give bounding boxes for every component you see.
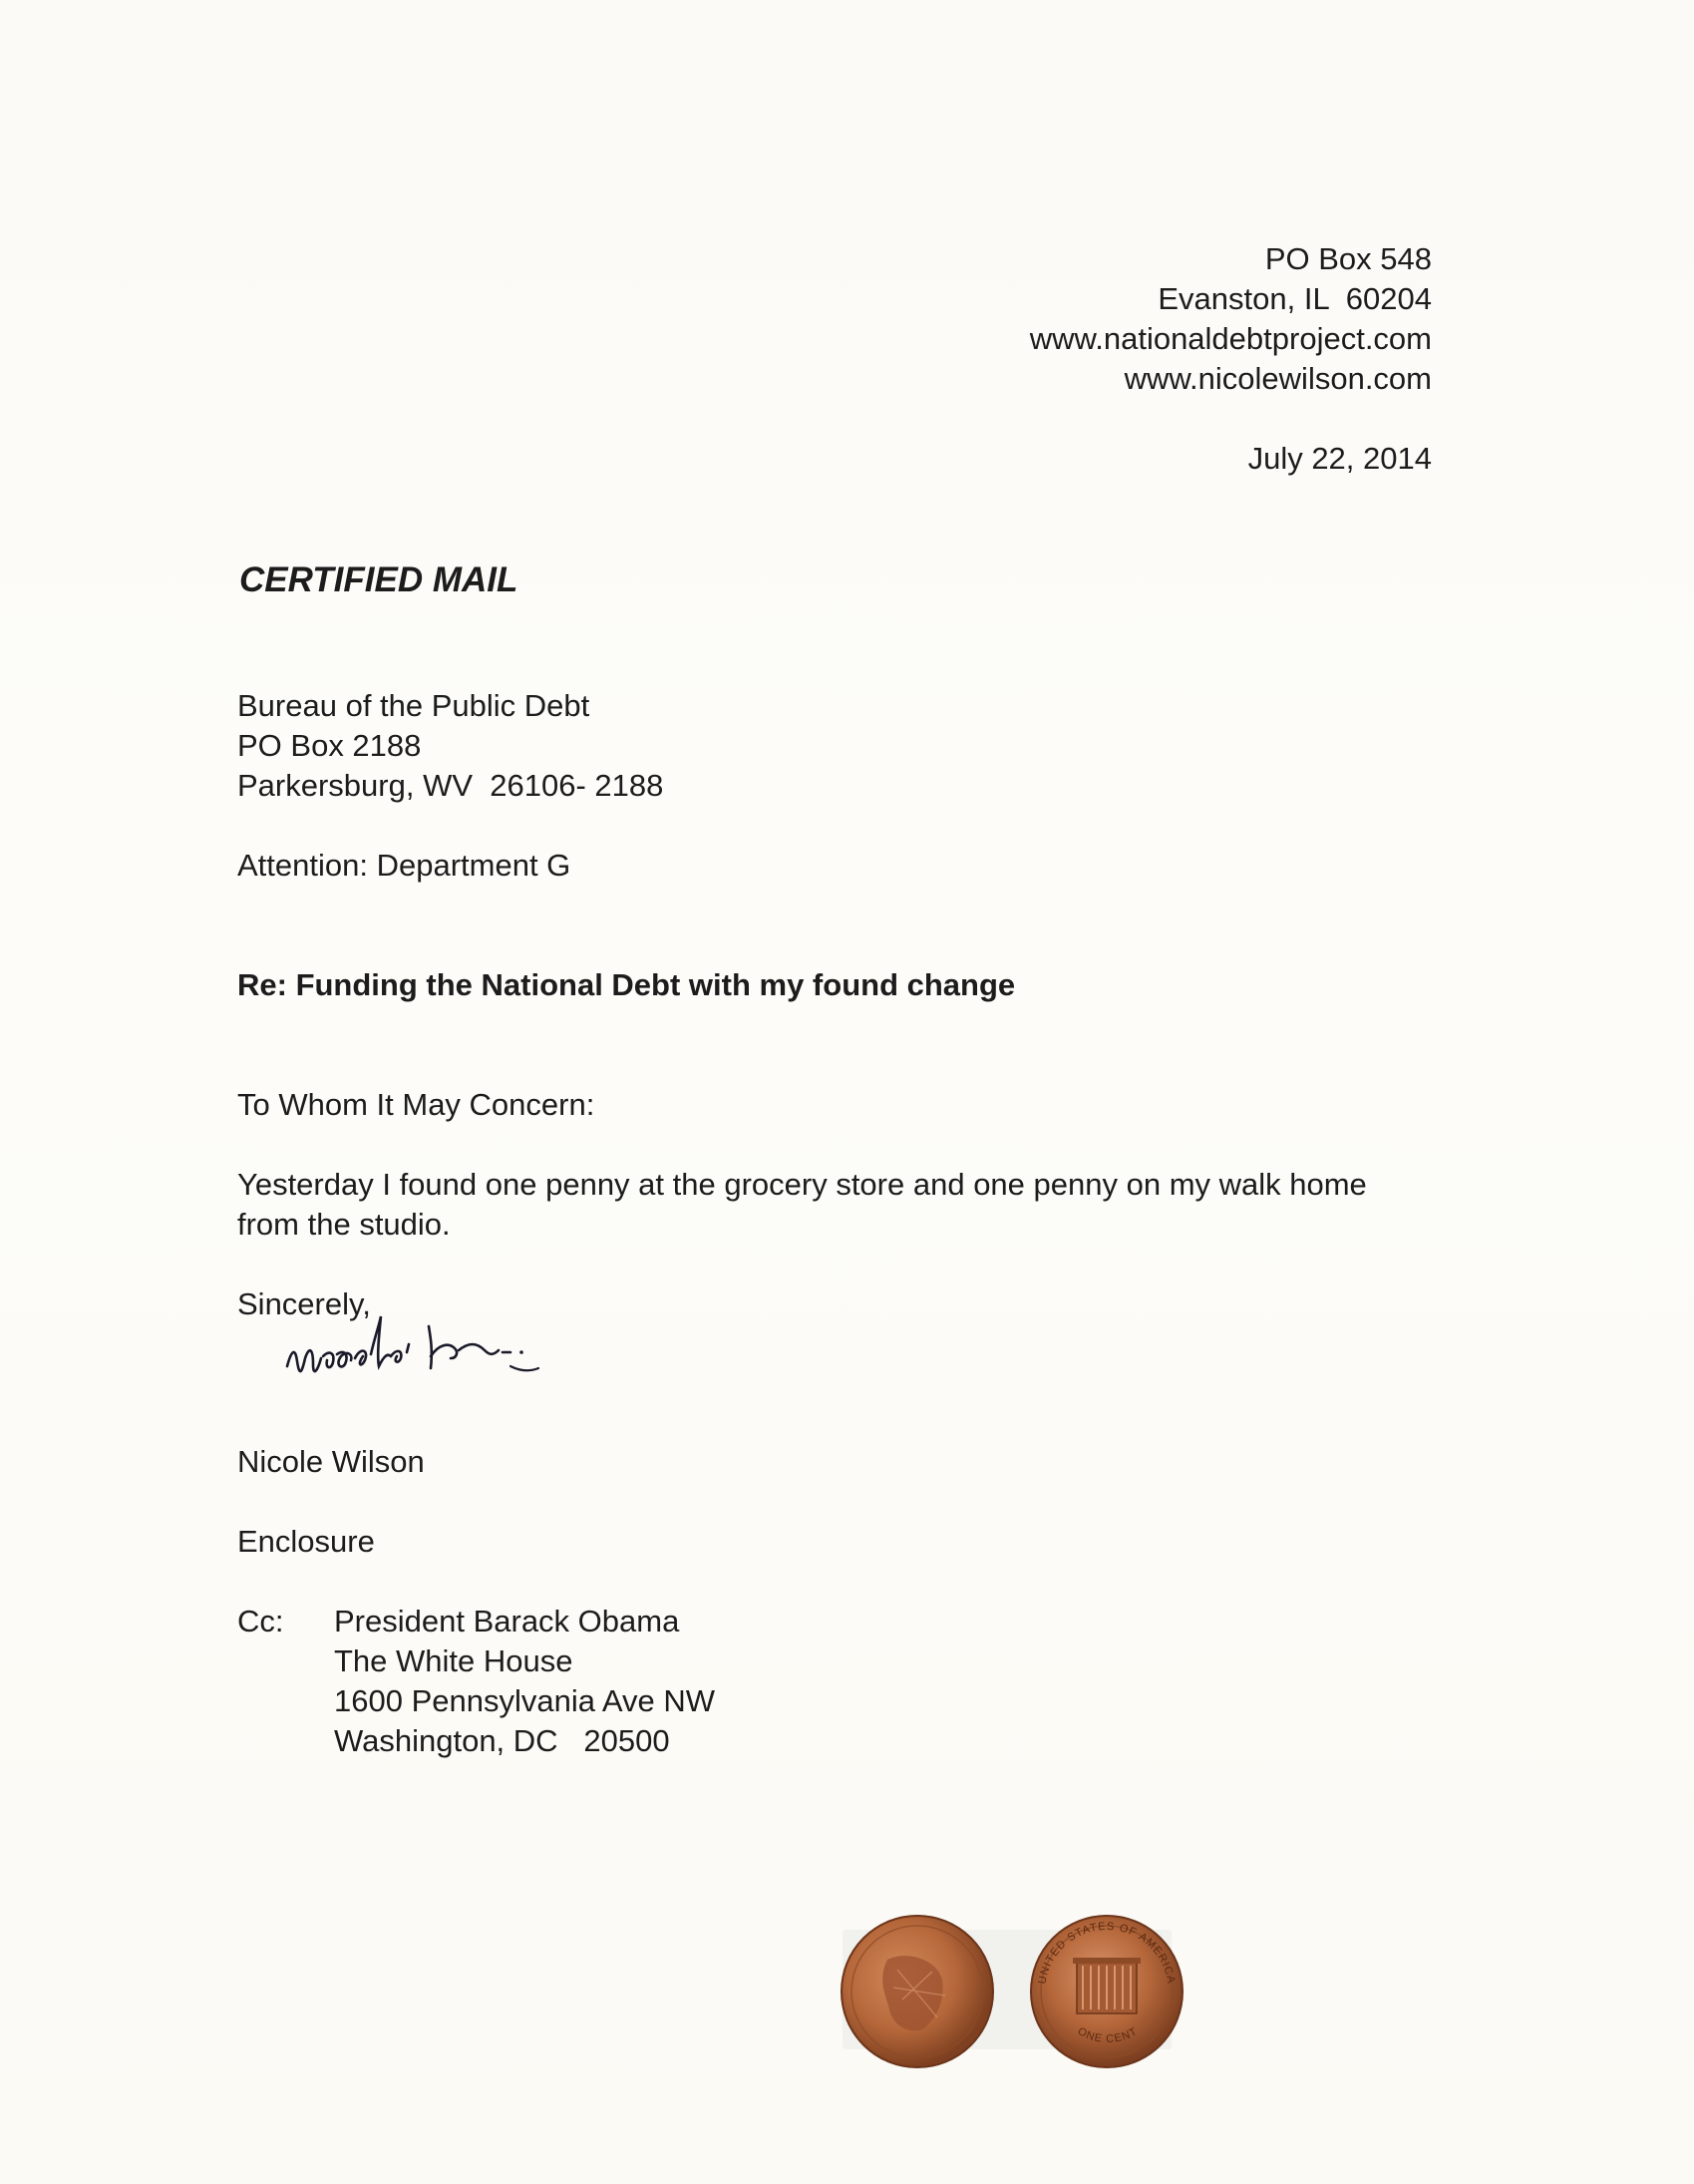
subject-line: Re: Funding the National Debt with my found change: [237, 967, 1016, 1002]
salutation: To Whom It May Concern:: [237, 1087, 595, 1122]
return-address: [1030, 239, 1432, 399]
penny-right-icon: [1031, 1916, 1183, 2067]
attention-line: Attention: Department G: [237, 848, 571, 883]
letter-date: July 22, 2014: [1247, 441, 1432, 476]
website-link: www.nationaldebtproject.com: [1029, 321, 1432, 356]
recipient-line: Parkersburg, WV 26106- 2188: [237, 768, 664, 803]
signature-icon: [279, 1306, 658, 1416]
enclosed-pennies: [828, 1900, 1186, 2079]
cc-label: Cc:: [237, 1604, 284, 1638]
return-address-line: PO Box 548: [1264, 241, 1432, 276]
return-address-line: Evanston, IL 60204: [1158, 281, 1432, 316]
penny-left-icon: [842, 1916, 993, 2067]
recipient-line: PO Box 2188: [237, 728, 422, 763]
enclosure-note: Enclosure: [237, 1524, 375, 1559]
cc-line: 1600 Pennsylvania Ave NW: [334, 1683, 715, 1718]
cc-line: President Barack Obama: [334, 1604, 680, 1638]
closing: Sincerely,: [237, 1286, 371, 1321]
cc-address: [334, 1602, 715, 1761]
recipient-line: Bureau of the Public Debt: [237, 688, 590, 723]
penny-bottom-text: ONE CENT: [1075, 2024, 1141, 2046]
website-link: www.nicolewilson.com: [1124, 361, 1432, 396]
signer-name: Nicole Wilson: [237, 1444, 425, 1479]
recipient-address: [237, 686, 663, 806]
cc-line: The White House: [334, 1643, 573, 1678]
cc-line: Washington, DC 20500: [334, 1723, 670, 1758]
penny-top-text: UNITED STATES OF AMERICA: [1036, 1920, 1178, 1986]
letter-body: Yesterday I found one penny at the grocery store and one penny on my walk home from the studio.: [237, 1167, 1367, 1242]
mail-type-heading: CERTIFIED MAIL: [239, 560, 518, 599]
